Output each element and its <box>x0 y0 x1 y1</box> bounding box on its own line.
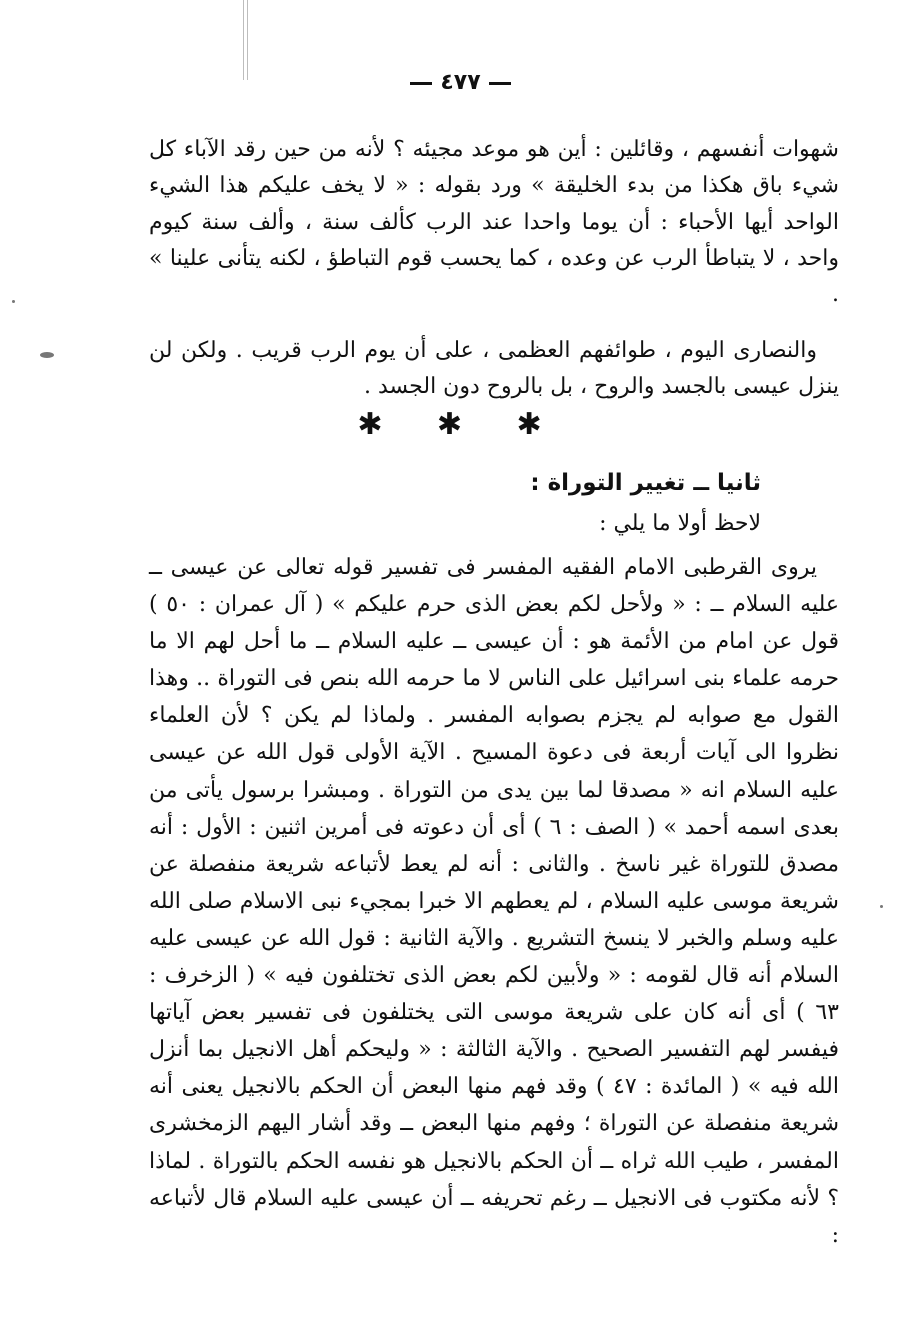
paragraph-quranic-reply <box>149 132 839 313</box>
paragraph-christians-today <box>149 333 839 406</box>
binding-line <box>243 0 244 80</box>
scan-speck <box>880 905 883 908</box>
paragraph-1-text: شهوات أنفسهم ، وقائلين : أين هو موعد مجيئه ؟ لأنه من حين رقد الآباء كل شيء باق هكذا من بدء الخليقة » ورد بقوله : « لا يخف عليكم هذا الشيء الواحد أيها الأحباء : أن يوما واحدا عند الرب كألف سنة ، وألف سنة كيوم واحد ، لا يتباطأ الرب عن وعده ، كما يحسب قوم التباطؤ ، لكنه يتأنى علينا » . <box>149 137 839 308</box>
page-number <box>0 70 921 95</box>
section-ornament: ✱ ✱ ✱ <box>357 407 564 442</box>
binding-line <box>247 0 248 80</box>
page-number-text: ٤٧٧ <box>440 70 481 95</box>
paragraph-2-text: والنصارى اليوم ، طوائفهم العظمى ، على أن يوم الرب قريب . ولكن لن ينزل عيسى بالجسد والروح ، بل بالروح دون الجسد . <box>149 338 839 400</box>
intro-line: لاحظ أولا ما يلي : <box>599 511 761 536</box>
paragraph-qurtubi-commentary <box>149 549 839 1254</box>
section-heading: ثانيا ــ تغيير التوراة : <box>530 470 761 496</box>
scan-speck <box>12 300 15 303</box>
scan-speck <box>40 352 54 358</box>
paragraph-3-text: يروى القرطبى الامام الفقيه المفسر فى تفسير قوله تعالى عن عيسى ــ عليه السلام ــ : « ولأحل لكم بعض الذى حرم عليكم » ( آل عمران : ٥٠ ) قول عن امام من الأئمة هو : أن عيسى ــ عليه السلام ــ ما أحل لهم الا ما حرمه علماء بنى اسرائيل على الناس لا ما حرمه الله بنص فى التوراة .. وهذا القول مع صوابه لم يجزم بصوابه المفسر . ولماذا لم يكن ؟ لأن العلماء نظروا الى آيات أربعة فى دعوة المسيح . الآية الأولى قول الله عن عيسى عليه السلام انه « مصدقا لما بين يدى من التوراة . ومبشرا برسول يأتى من بعدى اسمه أحمد » ( الصف : ٦ ) أى أن دعوته فى أمرين اثنين : الأول : أنه مصدق للتوراة غير ناسخ . والثانى : أنه لم يعط لأتباعه شريعة منفصلة عن شريعة موسى عليه السلام ، لم يعطهم الا خبرا بمجيء نبى الاسلام صلى الله عليه وسلم والخبر لا ينسخ التشريع . والآية الثانية : قول الله عن عيسى عليه السلام أنه قال لقومه : « ولأبين لكم بعض الذى تختلفون فيه » ( الزخرف : ٦٣ ) أى أنه كان على شريعة موسى التى يختلفون فى تفسير بعض آياتها فيفسر لهم التفسير الصحيح . والآية الثالثة : « وليحكم أهل الانجيل بما أنزل الله فيه » ( المائدة : ٤٧ ) وقد فهم منها البعض أن الحكم بالانجيل يعنى أنه شريعة منفصلة عن التوراة ؛ وفهم منها البعض ــ وقد أشار اليهم الزمخشرى المفسر ، طيب الله ثراه ــ أن الحكم بالانجيل هو نفسه الحكم بالتوراة . لماذا ؟ لأنه مكتوب فى الانجيل ــ رغم تحريفه ــ أن عيسى عليه السلام قال لأتباعه : <box>149 555 840 1248</box>
